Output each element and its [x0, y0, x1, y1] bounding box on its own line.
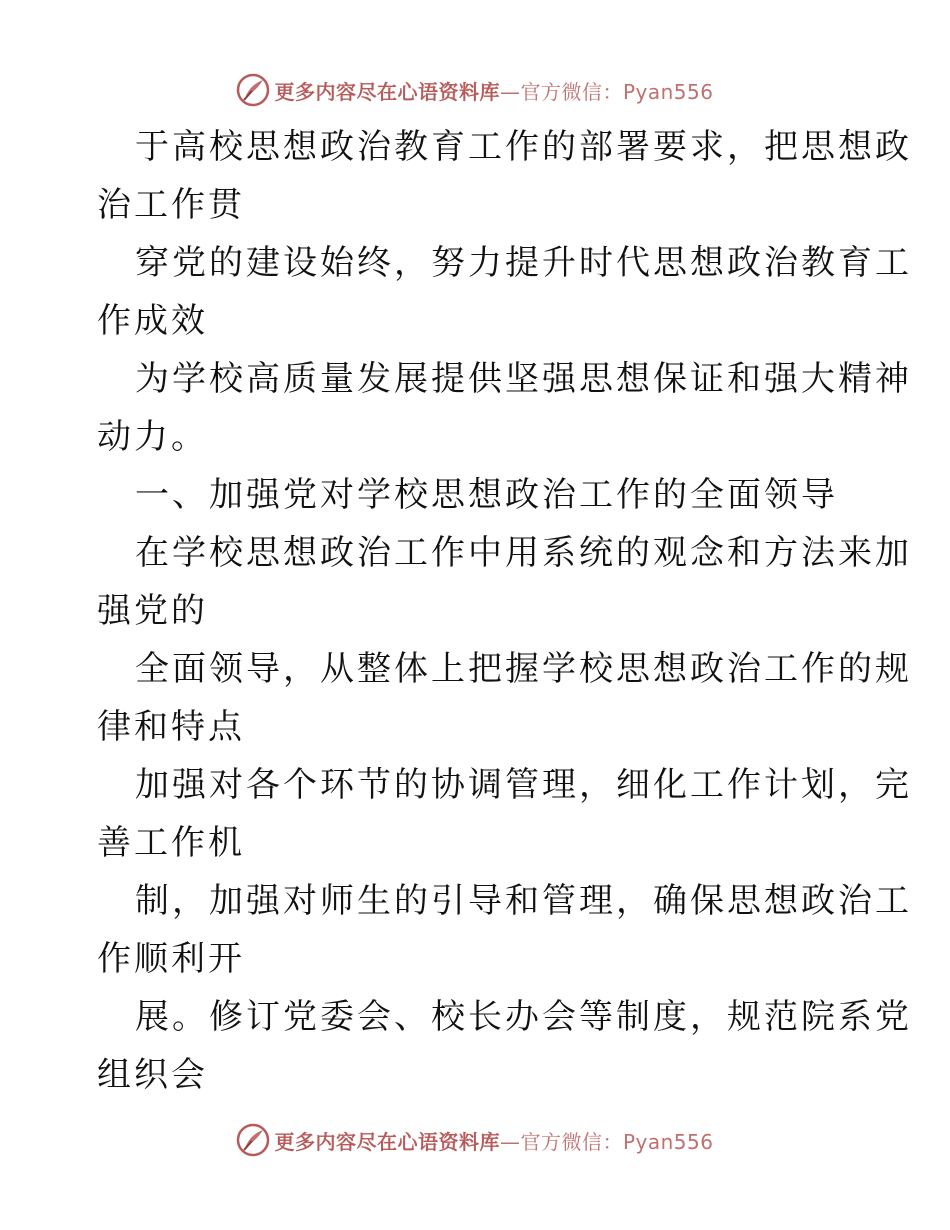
paragraph-line: 展。修订党委会、校长办会等制度，规范院系党 [135, 997, 912, 1037]
footer-text: 更多内容尽在心语资料库—官方微信：Pyan556 [274, 1129, 714, 1154]
paragraph-line: 组织会 [97, 1055, 208, 1095]
paragraph-line: 动力。 [97, 417, 208, 457]
footer-banner [0, 1120, 950, 1160]
paragraph-line: 善工作机 [97, 823, 245, 863]
paragraph-line: 强党的 [97, 591, 208, 631]
paragraph-line: 律和特点 [97, 707, 245, 747]
header-text: 更多内容尽在心语资料库—官方微信：Pyan556 [274, 79, 714, 104]
paragraph-line: 制，加强对师生的引导和管理，确保思想政治工 [135, 881, 912, 921]
paragraph-line: 作顺利开 [97, 939, 245, 979]
paragraph-line: 加强对各个环节的协调管理，细化工作计划，完 [135, 765, 912, 805]
paragraph-line: 全面领导，从整体上把握学校思想政治工作的规 [135, 649, 912, 689]
paragraph-line: 穿党的建设始终，努力提升时代思想政治教育工 [135, 243, 912, 283]
section-heading: 一、加强党对学校思想政治工作的全面领导 [135, 475, 838, 515]
paragraph-line: 为学校高质量发展提供坚强思想保证和强大精神 [135, 359, 912, 399]
paragraph-line: 治工作贯 [97, 185, 245, 225]
paragraph-line: 作成效 [97, 301, 208, 341]
paragraph-line: 在学校思想政治工作中用系统的观念和方法来加 [135, 533, 912, 573]
document-body [97, 118, 912, 1104]
paragraph-line: 于高校思想政治教育工作的部署要求，把思想政 [135, 127, 912, 167]
feather-quill-logo-icon [236, 1123, 270, 1157]
feather-quill-logo-icon [236, 73, 270, 107]
header-banner [0, 70, 950, 110]
